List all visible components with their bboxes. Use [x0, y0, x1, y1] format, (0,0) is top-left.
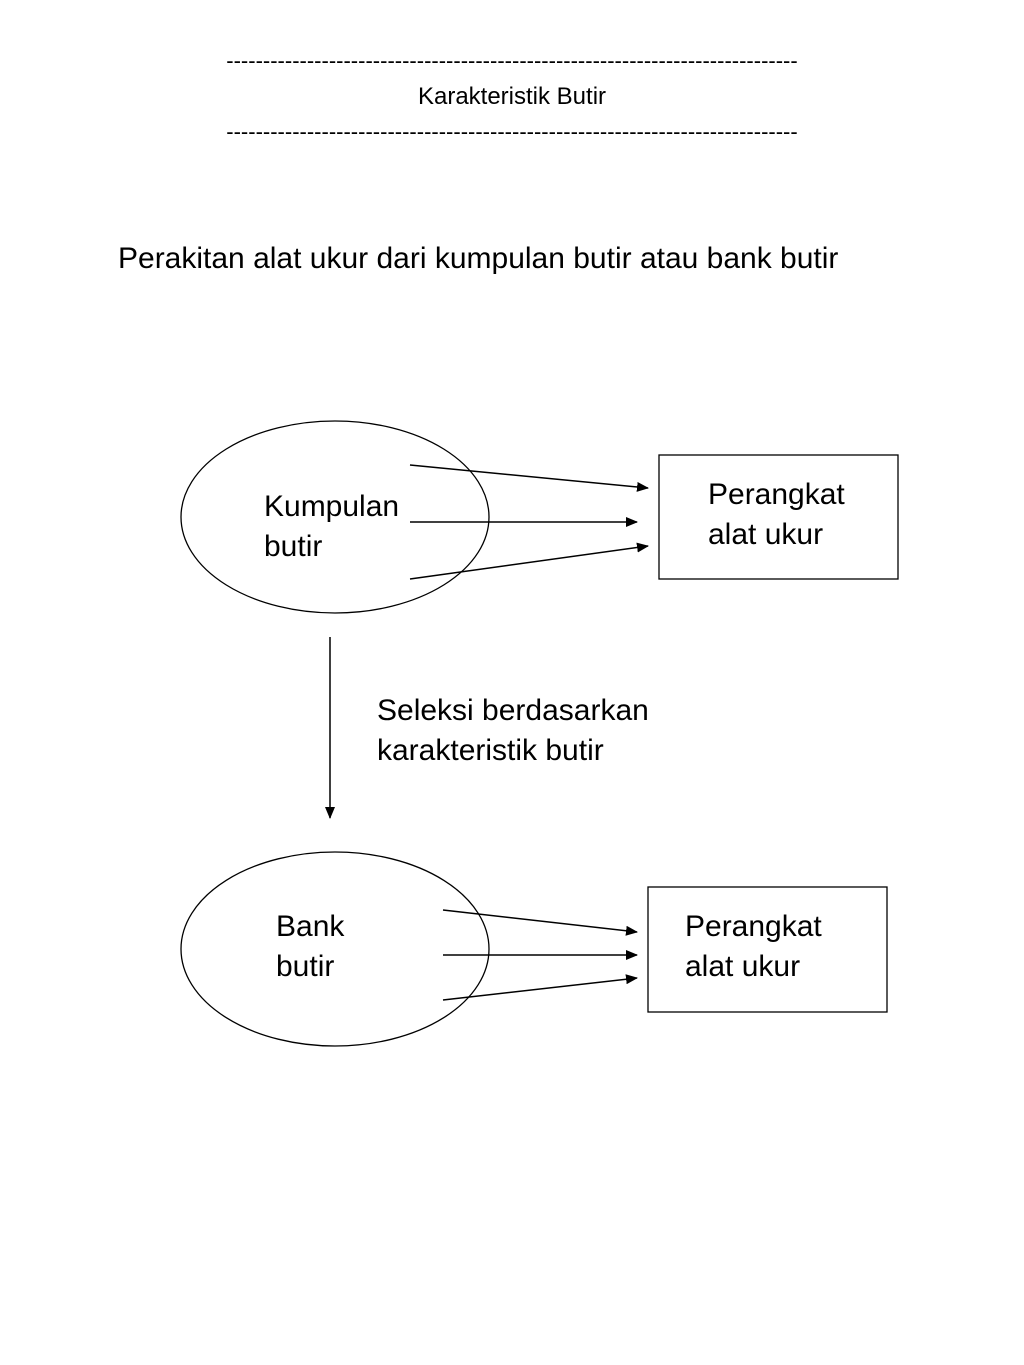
bottom-source-label-line1: Bank	[276, 910, 345, 943]
top-source-label-line1: Kumpulan	[264, 490, 400, 523]
selection-label	[377, 691, 649, 771]
top-target-label	[708, 475, 845, 555]
top-target-label-line2: alat ukur	[708, 518, 824, 551]
selection-label-line2: karakteristik butir	[377, 734, 604, 767]
bottom-target-label	[685, 907, 822, 987]
top-arrow-1	[410, 465, 648, 488]
header-bottom-rule: ------------------------------------------------------------------------------	[226, 119, 798, 144]
header-top-rule: ------------------------------------------------------------------------------	[226, 48, 798, 73]
top-arrow-3	[410, 546, 648, 579]
top-target-label-line1: Perangkat	[708, 478, 845, 511]
bottom-target-label-line1: Perangkat	[685, 910, 822, 943]
header-title: Karakteristik Butir	[417, 83, 607, 110]
bottom-target-label-line2: alat ukur	[685, 950, 801, 983]
bottom-arrow-3	[443, 978, 637, 1000]
bottom-source-label-line2: butir	[276, 950, 335, 983]
top-source-label	[264, 487, 399, 567]
top-source-label-line2: butir	[264, 530, 323, 563]
bottom-arrow-1	[443, 910, 637, 932]
selection-label-line1: Seleksi berdasarkan	[377, 694, 649, 727]
page-subtitle: Perakitan alat ukur dari kumpulan butir atau bank butir	[118, 242, 839, 275]
bottom-source-label	[276, 907, 344, 987]
